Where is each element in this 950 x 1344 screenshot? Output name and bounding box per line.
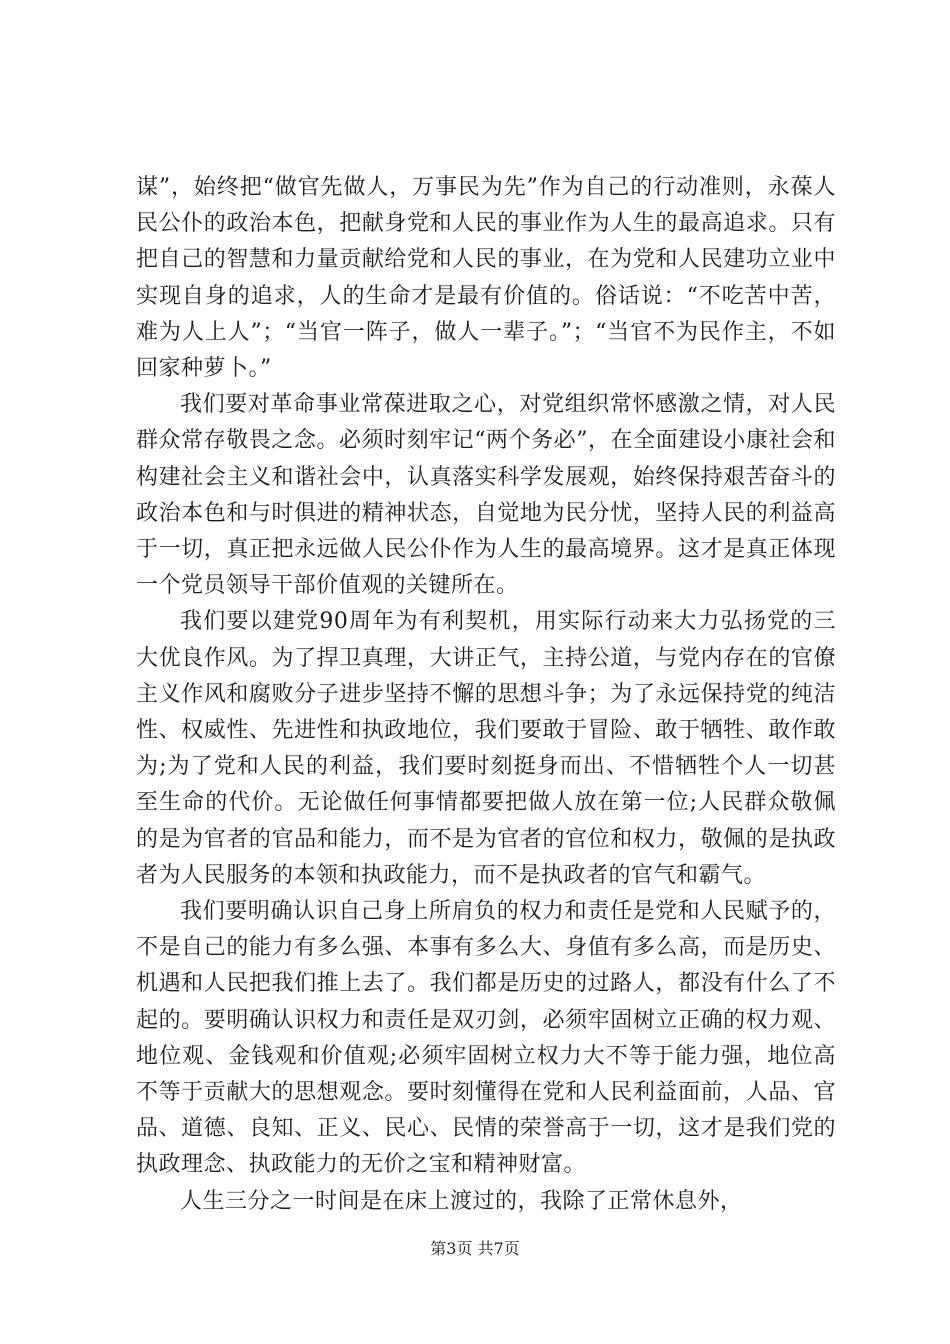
- paragraph-5: 人生三分之一时间是在床上渡过的，我除了正常休息外，: [180, 1188, 743, 1214]
- paragraph-4: 我们要明确认识自己身上所肩负的权力和责任是党和人民赋予的，不是自己的能力有多么强、本事有多么大、身值有多么高，而是历史、机遇和人民把我们推上去了。我们都是历史的过路人，都没有什么了不起的。要明确认识权力和责任是双刃剑，必须牢固树立正确的权力观、地位观、金钱观和价值观;必须牢固树立权力大不等于能力强，地位高不等于贡献大的思想观念。要时刻懂得在党和人民利益面前，人品、官品、道德、良知、正义、民心、民情的荣誉高于一切，这才是我们党的执政理念、执政能力的无价之宝和精神财富。: [136, 899, 836, 1178]
- document-body: [136, 170, 836, 1220]
- page-number-footer: 第3页 共7页: [430, 1239, 520, 1258]
- paragraph-1: 谋”，始终把“做官先做人，万事民为先”作为自己的行动准则，永葆人民公仆的政治本色，把献身党和人民的事业作为人生的最高追求。只有把自己的智慧和力量贡献给党和人民的事业，在为党和人民建功立业中实现自身的追求，人的生命才是最有价值的。俗话说：“不吃苦中苦，难为人上人”；“当官一阵子，做人一辈子。”；“当官不为民作主，不如回家种萝卜。”: [136, 175, 836, 382]
- paragraph-3: 我们要以建党90周年为有利契机，用实际行动来大力弘扬党的三大优良作风。为了捍卫真理，大讲正气，主持公道，与党内存在的官僚主义作风和腐败分子进步坚持不懈的思想斗争；为了永远保持党的纯洁性、权威性、先进性和执政地位，我们要敢于冒险、敢于牺牲、敢作敢为;为了党和人民的利益，我们要时刻挺身而出、不惜牺牲个人一切甚至生命的代价。无论做任何事情都要把做人放在第一位;人民群众敬佩的是为官者的官品和能力，而不是为官者的官位和权力，敬佩的是执政者为人民服务的本领和执政能力，而不是执政者的官气和霸气。: [136, 609, 836, 888]
- paragraph-2: 我们要对革命事业常葆进取之心，对党组织常怀感激之情，对人民群众常存敬畏之念。必须时刻牢记“两个务必”，在全面建设小康社会和构建社会主义和谐社会中，认真落实科学发展观，始终保持艰苦奋斗的政治本色和与时俱进的精神状态，自觉地为民分忧，坚持人民的利益高于一切，真正把永远做人民公仆作为人生的最高境界。这才是真正体现一个党员领导干部价值观的关键所在。: [136, 392, 836, 599]
